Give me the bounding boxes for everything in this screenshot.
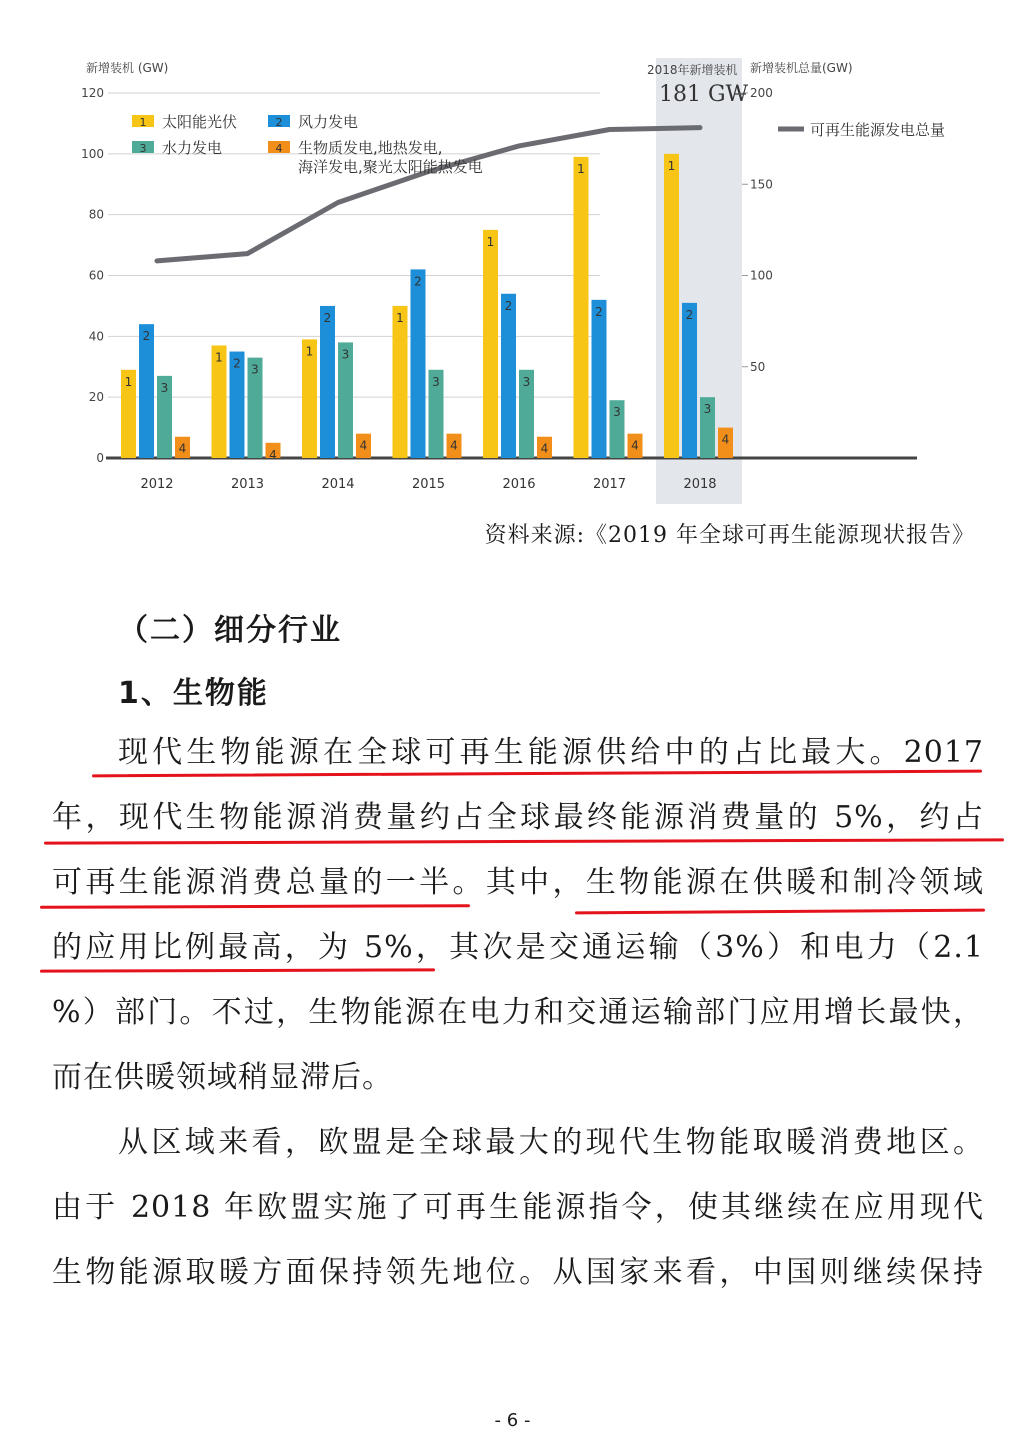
bar-key-label: 2 <box>595 304 603 319</box>
right-tick-label: 50 <box>750 359 766 374</box>
y-tick-label: 60 <box>88 268 104 283</box>
legend-key: 3 <box>139 142 147 155</box>
bar-key-label: 2 <box>414 274 422 289</box>
bar-key-label: 1 <box>215 350 223 365</box>
red-underline <box>40 968 435 972</box>
bar-2-2016 <box>501 294 516 458</box>
right-tick-label: 150 <box>750 177 773 192</box>
bar-1-2016 <box>483 230 498 458</box>
legend-label: 水力发电 <box>162 139 223 157</box>
paragraph-line: 现代生物能源在全球可再生能源供给中的占比最大。2017 <box>118 735 984 770</box>
bar-key-label: 3 <box>251 362 259 377</box>
x-tick-label: 2012 <box>140 477 174 492</box>
bar-key-label: 3 <box>341 347 350 362</box>
bar-2-2017 <box>592 300 607 458</box>
highlight-value: 181 GW <box>659 82 749 107</box>
highlight-label: 2018年新增装机 <box>647 63 738 77</box>
legend-key: 2 <box>275 116 283 129</box>
red-underline <box>44 838 1004 844</box>
bar-key-label: 3 <box>432 374 440 389</box>
subsection-heading: 1、生物能 <box>118 676 269 711</box>
x-tick-label: 2016 <box>502 477 536 492</box>
bar-key-label: 4 <box>540 441 549 456</box>
bar-key-label: 4 <box>721 432 730 447</box>
bar-key-label: 3 <box>522 374 531 389</box>
bar-key-label: 4 <box>450 438 458 453</box>
bar-key-label: 3 <box>703 402 712 417</box>
left-axis-label: 新增装机 (GW) <box>86 61 169 75</box>
legend-key: 4 <box>275 142 283 155</box>
bar-key-label: 4 <box>359 438 368 453</box>
bar-key-label: 4 <box>269 447 277 462</box>
bar-key-label: 2 <box>323 310 332 325</box>
right-tick-label: 200 <box>750 86 773 100</box>
y-tick-label: 100 <box>81 146 104 161</box>
y-tick-label: 40 <box>88 329 104 344</box>
bar-key-label: 1 <box>667 158 676 173</box>
bar-key-label: 1 <box>486 234 495 249</box>
page-number: - 6 - <box>494 1410 531 1431</box>
right-axis-label: 新增装机总量(GW) <box>750 61 853 75</box>
x-tick-label: 2015 <box>411 477 446 492</box>
y-tick-label: 20 <box>88 390 104 405</box>
legend-label: 太阳能光伏 <box>162 113 238 131</box>
right-tick-label: 100 <box>750 268 773 283</box>
bar-1-2017 <box>574 157 589 458</box>
paragraph-line: 生物能源取暖方面保持领先地位。从国家来看，中国则继续保持 <box>52 1255 984 1290</box>
section-heading: （二）细分行业 <box>118 613 342 648</box>
legend-key: 1 <box>139 116 147 129</box>
legend-label: 风力发电 <box>298 113 359 131</box>
legend-label: 海洋发电,聚光太阳能热发电 <box>298 158 483 176</box>
x-tick-label: 2013 <box>230 477 265 492</box>
capacity-chart <box>0 0 1025 520</box>
y-tick-label: 0 <box>96 451 104 465</box>
paragraph-line: 从区域来看，欧盟是全球最大的现代生物能取暖消费地区。 <box>118 1125 984 1160</box>
paragraph-line: 的应用比例最高，为 5%，其次是交通运输（3%）和电力（2.1 <box>52 930 984 965</box>
x-tick-label: 2017 <box>592 477 627 492</box>
bar-2-2014 <box>320 306 335 458</box>
paragraph-line: %）部门。不过，生物能源在电力和交通运输部门应用增长最快， <box>52 995 984 1030</box>
bar-2-2015 <box>411 269 426 458</box>
bar-key-label: 4 <box>178 441 187 456</box>
bar-2-2012 <box>139 324 154 458</box>
y-tick-label: 80 <box>88 207 104 222</box>
red-underline <box>575 909 985 915</box>
bar-key-label: 3 <box>613 405 621 420</box>
bar-key-label: 1 <box>124 374 133 389</box>
y-tick-label: 120 <box>81 86 104 100</box>
legend-label: 生物质发电,地热发电, <box>298 139 443 157</box>
bar-key-label: 2 <box>504 298 513 313</box>
bar-key-label: 3 <box>160 380 169 395</box>
legend-label: 可再生能源发电总量 <box>810 121 946 139</box>
source-note: 资料来源:《2019 年全球可再生能源现状报告》 <box>484 523 975 548</box>
paragraph-line: 而在供暖领域稍显滞后。 <box>52 1060 393 1095</box>
bar-key-label: 2 <box>685 307 694 322</box>
bar-key-label: 2 <box>233 356 241 371</box>
paragraph-line: 可再生能源消费总量的一半。其中，生物能源在供暖和制冷领域 <box>52 865 984 900</box>
bar-key-label: 4 <box>631 438 639 453</box>
paragraph-line: 年，现代生物能源消费量约占全球最终能源消费量的 5%，约占 <box>52 800 984 835</box>
x-tick-label: 2018 <box>683 477 717 492</box>
bar-key-label: 2 <box>142 329 151 344</box>
x-tick-label: 2014 <box>321 477 355 492</box>
bar-key-label: 1 <box>396 310 404 325</box>
paragraph-line: 由于 2018 年欧盟实施了可再生能源指令，使其继续在应用现代 <box>52 1190 984 1225</box>
bar-key-label: 1 <box>577 161 585 176</box>
bar-1-2018 <box>664 154 679 458</box>
bar-1-2015 <box>393 306 408 458</box>
bar-2-2018 <box>682 303 697 458</box>
red-underline <box>40 904 470 909</box>
bar-key-label: 1 <box>305 344 314 359</box>
